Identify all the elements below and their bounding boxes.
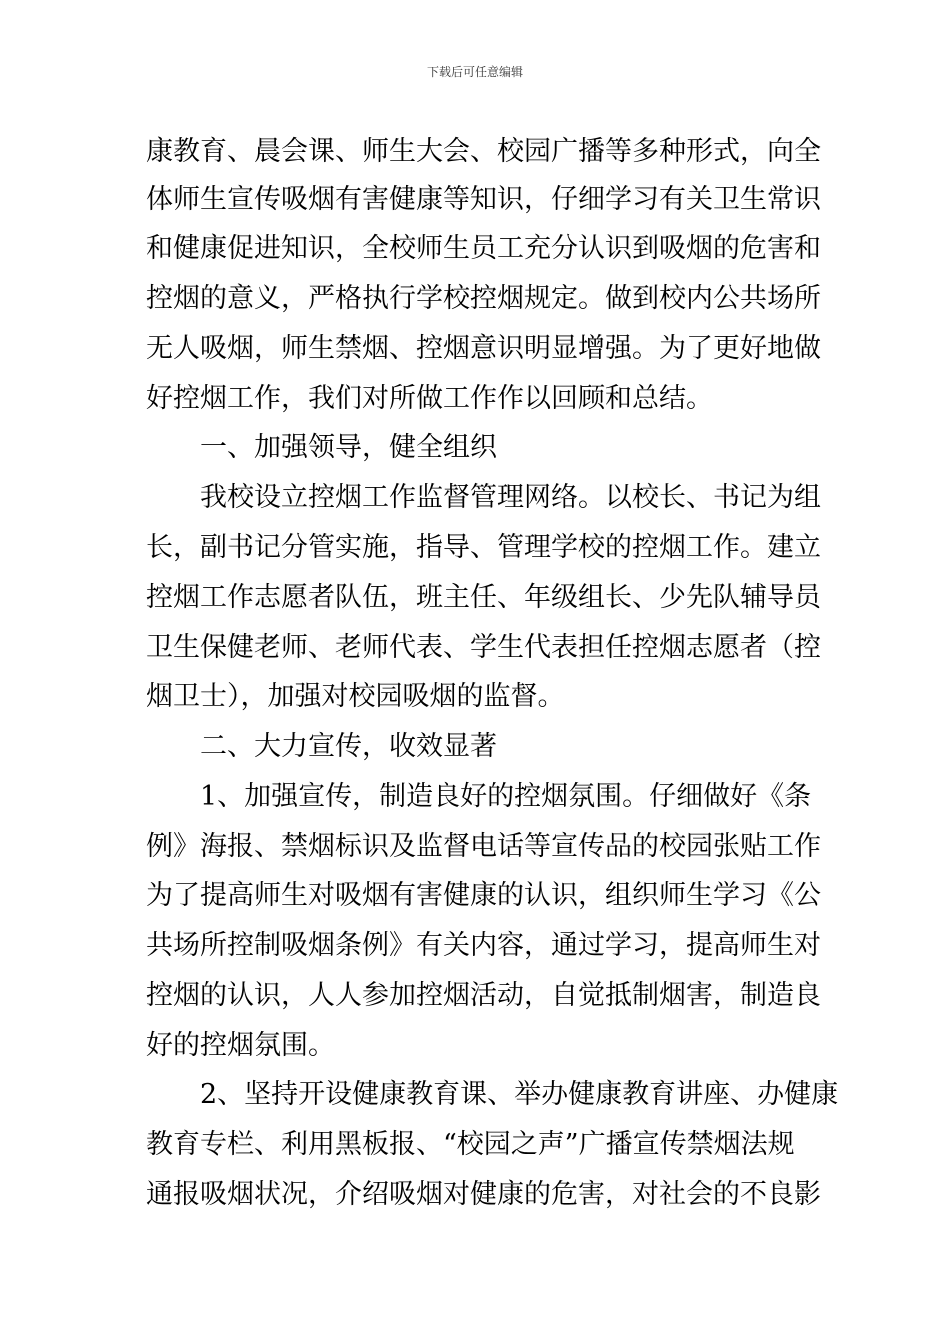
body-line: 控烟的认识，人人参加控烟活动，自觉抵制烟害，制造良 <box>146 980 821 1011</box>
body-line: 共场所控制吸烟条例》有关内容，通过学习，提高师生对 <box>146 930 821 961</box>
body-line: 例》海报、禁烟标识及监督电话等宣传品的校园张贴工作 <box>146 831 821 862</box>
body-line: 好的控烟氛围。 <box>146 1030 335 1061</box>
section-heading: 二、大力宣传，收效显著 <box>200 731 497 762</box>
paragraph-first-line: 我校设立控烟工作监督管理网络。以校长、书记为组 <box>200 482 821 513</box>
body-line: 无人吸烟，师生禁烟、控烟意识明显增强。为了更好地做 <box>146 333 821 364</box>
paragraph-first-line: 2、坚持开设健康教育课、举办健康教育讲座、办健康 <box>200 1079 839 1110</box>
body-line: 为了提高师生对吸烟有害健康的认识，组织师生学习《公 <box>146 880 821 911</box>
body-line: 控烟的意义，严格执行学校控烟规定。做到校内公共场所 <box>146 283 821 314</box>
body-line: 和健康促进知识，全校师生员工充分认识到吸烟的危害和 <box>146 233 821 264</box>
paragraph-first-line: 1、加强宣传，制造良好的控烟氛围。仔细做好《条 <box>200 781 812 812</box>
section-heading: 一、加强领导，健全组织 <box>200 432 497 463</box>
page-header: 下载后可任意编辑 <box>426 65 523 79</box>
body-line: 康教育、晨会课、师生大会、校园广播等多种形式，向全 <box>146 136 821 167</box>
body-line: 烟卫士），加强对校园吸烟的监督。 <box>146 681 565 712</box>
body-line: 好控烟工作，我们对所做工作作以回顾和总结。 <box>146 383 713 414</box>
body-line: 长，副书记分管实施，指导、管理学校的控烟工作。建立 <box>146 532 821 563</box>
body-line: 教育专栏、利用黑板报、“校园之声”广播宣传禁烟法规 <box>146 1129 795 1160</box>
body-line: 体师生宣传吸烟有害健康等知识，仔细学习有关卫生常识 <box>146 184 821 215</box>
body-line: 通报吸烟状况，介绍吸烟对健康的危害，对社会的不良影 <box>146 1179 821 1210</box>
body-line: 卫生保健老师、老师代表、学生代表担任控烟志愿者（控 <box>146 632 821 663</box>
body-line: 控烟工作志愿者队伍，班主任、年级组长、少先队辅导员 <box>146 582 821 613</box>
